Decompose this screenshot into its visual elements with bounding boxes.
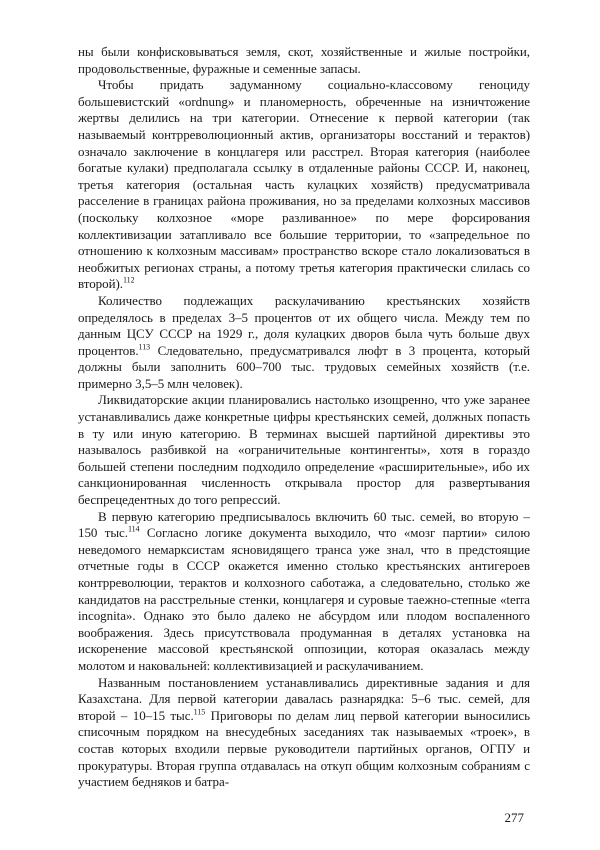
paragraph-text: Согласно логике документа выходило, что «мозг партии» силою неведомого немарксистам ясновидящего транса уже знал, что в предстоящие отчетные годы в СССР окажется именно столько крестьянских антигероев контрреволюции, терактов и колхозного саботажа, а следовательно, столько же кандидатов на расстрельные стенки, концлагеря и суровые таежно-степные «terra incognita». Однако это было далеко не абсурдом или плодом воспаленного воображения. Здесь присутствовала продуманная в деталях установка на искоренение массовой крестьянской оппозиции, которая оказалась между молотом и наковальней: коллективизацией и раскулачиванием. [78, 525, 530, 673]
paragraph-text: Следовательно, предусматривался люфт в 3 процента, который должны были заполнить 600–700 тыс. трудовых семейных хозяйств (т.е. примерно 3,5–5 млн человек). [78, 342, 530, 391]
paragraph-text: В первую категорию предписывалось включить 60 тыс. семей, во вторую – 150 тыс. [78, 508, 530, 541]
paragraph-2 [78, 77, 530, 293]
paragraph-text: Ликвидаторские акции планировались настолько изощренно, что уже заранее устанавливались даже конкретные цифры крестьянских семей, должных попасть в ту или иную категорию. В терминах высшей партийной директивы это называлось разбивкой на «ограничительные контингенты», хотя в гораздо большей степени последним подходило определение «расширительные», ибо их санкционированная численность открывала простор для развертывания беспрецедентных до того репрессий. [78, 392, 530, 508]
paragraph-4 [78, 392, 530, 508]
paragraph-text: ны были конфисковываться земля, скот, хозяйственные и жилые постройки, продовольственные, фуражные и семенные запасы. [78, 44, 530, 76]
page-number: 277 [504, 810, 524, 825]
paragraph-text: Приговоры по делам лиц первой категории выносились списочным порядком на внесудебных заседаниях так называемых «троек», в состав которых входили первые руководители партийных органов, ОГПУ и прокуратуры. Вторая группа отдавалась на откуп общим колхозным собраниям с участием бедняков и батра- [78, 707, 530, 790]
body-text [78, 44, 530, 791]
paragraph-5 [78, 509, 530, 675]
paragraph-6 [78, 675, 530, 791]
footnote-marker: 112 [122, 275, 135, 285]
footnote-marker: 114 [127, 524, 140, 534]
footnote-marker: 113 [138, 342, 151, 352]
paragraph-text: Количество подлежащих раскулачиванию крестьянских хозяйств определялось в пределах 3–5 процентов от их общего числа. Между тем по данным ЦСУ СССР на 1929 г., доля кулацких дворов была чуть больше двух процентов. [78, 292, 530, 358]
paragraph-text: Чтобы придать задуманному социально-классовому геноциду большевистский «ordnung» и планомерность, обреченные на изничтожение жертвы делились на три категории. Отнесение к первой категории (так называемый контрреволюционный актив, организаторы восстаний и терактов) означало заключение в концлагеря или расстрел. Вторая категория (наиболее богатые кулаки) предполагала ссылку в отдаленные районы СССР. И, наконец, третья категория (остальная часть кулацких хозяйств) предусматривала расселение в границах района проживания, но за пределами колхозных массивов (поскольку колхозное «море разливанное» по мере форсирования коллективизации затапливало все большие территории, то «запредельное по отношению к колхозным массивам» пространство вскоре стало локализоваться в необжитых регионах страны, а потому третья категория практически слилась со второй). [78, 77, 530, 292]
footnote-marker: 115 [193, 707, 206, 717]
paragraph-text: Названным постановлением устанавливались директивные задания и для Казахстана. Для первой категории давалась разнарядка: 5–6 тыс. семей, для второй – 10–15 тыс. [78, 674, 530, 723]
book-page [78, 44, 530, 834]
paragraph-3 [78, 293, 530, 393]
paragraph-1 [78, 44, 530, 77]
